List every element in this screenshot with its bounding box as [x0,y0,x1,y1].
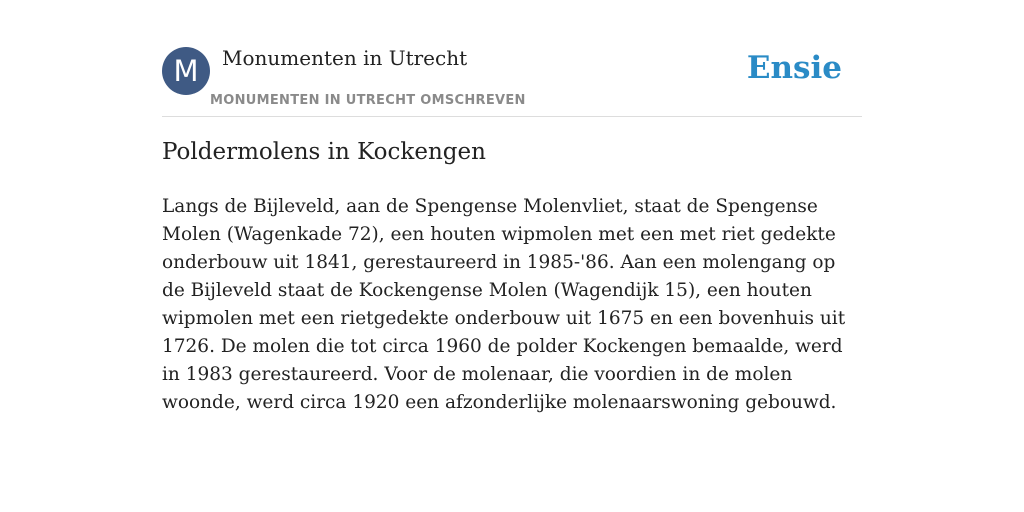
header [162,44,862,117]
ensie-logo[interactable]: Ensie [746,50,842,86]
site-subtitle: MONUMENTEN IN UTRECHT OMSCHREVEN [210,93,526,108]
avatar[interactable]: M [162,47,210,95]
article-body: Langs de Bijleveld, aan de Spengense Molenvliet, staat de Spengense Molen (Wagenkade 72), een houten wipmolen met een met riet gedekte onderbouw uit 1841, gerestaureerd in 1985-'86. Aan een molengang op de Bijleveld staat de Kockengense Molen (Wagendijk 15), een houten wipmolen met een rietgedekte onderbouw uit 1675 en een bovenhuis uit 1726. De molen die tot circa 1960 de polder Kockengen bemaalde, werd in 1983 gerestaureerd. Voor de molenaar, die voordien in de molen woonde, werd circa 1920 een afzonderlijke molenaarswoning gebouwd. [162,196,846,413]
site-title[interactable]: Monumenten in Utrecht [222,46,468,70]
article-title: Poldermolens in Kockengen [162,139,486,165]
